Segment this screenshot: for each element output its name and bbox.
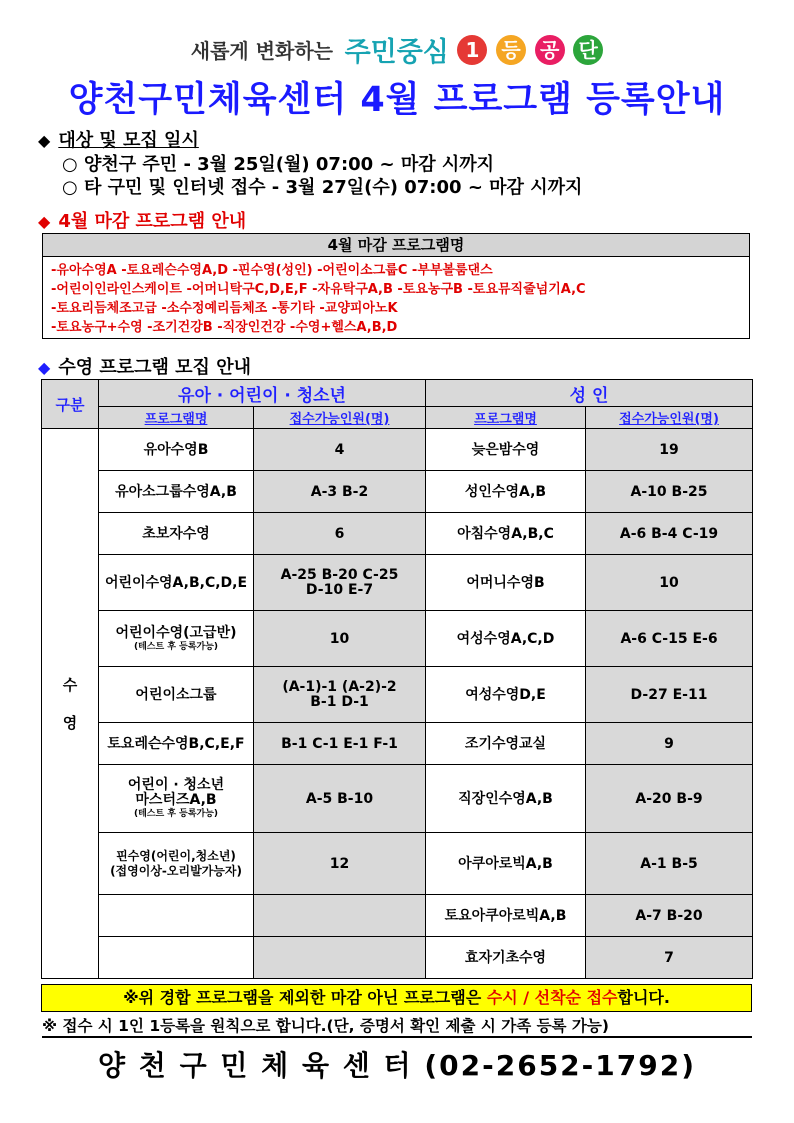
youth-capacity-cell bbox=[254, 937, 426, 979]
youth-program-cell-text: 어린이 · 청소년 마스터즈A,B bbox=[127, 776, 225, 808]
adult-program-cell bbox=[426, 833, 586, 895]
adult-program-cell bbox=[426, 555, 586, 611]
registration-footnote: ※ 접수 시 1인 1등록을 원칙으로 합니다.(단, 증명서 확인 제출 시 가족 등록 가능) bbox=[42, 1016, 752, 1038]
youth-group-header: 유아 · 어린이 · 청소년 bbox=[99, 380, 426, 407]
closed-programs-header: 4월 마감 프로그램명 bbox=[43, 234, 749, 257]
notice-text: ※위 경합 프로그램을 제외한 마감 아닌 프로그램은 bbox=[123, 988, 487, 1007]
closed-programs-list bbox=[43, 257, 749, 341]
youth-capacity-cell-text: 10 bbox=[329, 630, 350, 647]
table-row bbox=[42, 667, 753, 723]
adult-program-cell bbox=[426, 765, 586, 833]
adult-program-cell bbox=[426, 937, 586, 979]
slogan-circle-2: 등 bbox=[496, 35, 526, 65]
adult-capacity-cell bbox=[586, 667, 753, 723]
closed-programs-line: -토요농구+수영 -조기건강B -직장인건강 -수영+헬스A,B,D bbox=[51, 320, 398, 335]
youth-capacity-subheader: 접수가능인원(명) bbox=[254, 407, 426, 429]
adult-capacity-cell-text: 19 bbox=[659, 441, 679, 458]
adult-program-cell-text: 토요아쿠아로빅A,B bbox=[444, 907, 567, 924]
diamond-icon: ◆ bbox=[38, 131, 51, 150]
page-title: 양천구민체육센터 4월 프로그램 등록안내 bbox=[68, 80, 726, 120]
closed-programs-line: -유아수영A -토요레슨수영A,D -핀수영(성인) -어린이소그룹C -부부볼룸댄스 bbox=[51, 263, 493, 278]
slogan-circle-1: 1 bbox=[457, 35, 487, 65]
youth-program-cell bbox=[99, 667, 254, 723]
youth-capacity-cell bbox=[254, 667, 426, 723]
youth-capacity-cell bbox=[254, 429, 426, 471]
youth-capacity-cell bbox=[254, 723, 426, 765]
youth-program-cell bbox=[99, 513, 254, 555]
youth-program-cell-text: 어린이소그룹 bbox=[135, 686, 217, 703]
table-row bbox=[42, 765, 753, 833]
youth-capacity-cell-text: (A-1)-1 (A-2)-2 B-1 D-1 bbox=[282, 678, 397, 710]
adult-capacity-cell bbox=[586, 723, 753, 765]
youth-program-cell-text: 유아수영B bbox=[143, 441, 209, 458]
adult-program-cell-text: 성인수영A,B bbox=[464, 483, 547, 500]
section-recruitment-heading bbox=[38, 126, 199, 152]
adult-program-cell bbox=[426, 471, 586, 513]
youth-capacity-cell-text: A-5 B-10 bbox=[305, 790, 374, 807]
adult-program-cell bbox=[426, 513, 586, 555]
slogan-circle-4: 단 bbox=[573, 35, 603, 65]
diamond-icon: ◆ bbox=[38, 212, 51, 231]
youth-program-cell bbox=[99, 471, 254, 513]
youth-program-cell-text: 유아소그룹수영A,B bbox=[115, 483, 237, 500]
youth-capacity-cell bbox=[254, 471, 426, 513]
adult-group-header: 성 인 bbox=[426, 380, 753, 407]
recruitment-line-2: ○ 타 구민 및 인터넷 접수 - 3월 27일(수) 07:00 ~ 마감 시까지 bbox=[62, 177, 583, 198]
youth-program-cell bbox=[99, 555, 254, 611]
table-row bbox=[42, 611, 753, 667]
adult-program-cell-text: 효자기초수영 bbox=[464, 949, 547, 966]
adult-program-cell bbox=[426, 723, 586, 765]
youth-program-cell bbox=[99, 723, 254, 765]
youth-capacity-cell-text: 12 bbox=[329, 855, 350, 872]
adult-capacity-cell-text: 9 bbox=[664, 735, 674, 752]
notice-text-end: 합니다. bbox=[617, 988, 670, 1007]
slogan bbox=[0, 30, 794, 70]
closed-programs-line: -토요리듬체조고급 -소수정예리듬체조 -통기타 -교양피아노K bbox=[51, 301, 398, 316]
category-column-header: 구분 bbox=[42, 380, 99, 429]
adult-program-cell-text: 어머니수영B bbox=[466, 574, 545, 591]
recruitment-line-1: ○ 양천구 주민 - 3월 25일(월) 07:00 ~ 마감 시까지 bbox=[62, 154, 495, 175]
adult-capacity-cell-text: D-27 E-11 bbox=[630, 686, 708, 703]
adult-capacity-cell bbox=[586, 513, 753, 555]
section-closed-title: 4월 마감 프로그램 안내 bbox=[58, 211, 247, 232]
slogan-prefix: 새롭게 변화하는 bbox=[190, 39, 333, 63]
adult-capacity-cell bbox=[586, 429, 753, 471]
youth-program-cell-text: 핀수영(어린이,청소년) (접영이상-오리발가능자) bbox=[110, 848, 242, 878]
adult-capacity-cell bbox=[586, 937, 753, 979]
youth-program-cell bbox=[99, 611, 254, 667]
youth-capacity-cell-text: A-25 B-20 C-25 D-10 E-7 bbox=[280, 566, 399, 598]
adult-capacity-cell bbox=[586, 833, 753, 895]
table-row bbox=[42, 723, 753, 765]
adult-capacity-cell-text: A-10 B-25 bbox=[630, 483, 708, 500]
adult-program-cell bbox=[426, 667, 586, 723]
youth-program-cell bbox=[99, 429, 254, 471]
adult-program-cell-text: 늦은밤수영 bbox=[471, 441, 540, 458]
closed-programs-box bbox=[42, 233, 750, 339]
adult-capacity-cell-text: A-1 B-5 bbox=[640, 855, 698, 872]
table-row bbox=[42, 937, 753, 979]
youth-program-cell bbox=[99, 937, 254, 979]
slogan-highlight: 주민중심 bbox=[344, 37, 449, 68]
slogan-circle-3: 공 bbox=[535, 35, 565, 65]
section-swim-title: 수영 프로그램 모집 안내 bbox=[58, 357, 251, 378]
adult-program-cell-text: 아쿠아로빅A,B bbox=[458, 855, 553, 872]
youth-program-cell-text: 어린이수영(고급반) bbox=[115, 624, 237, 641]
adult-program-cell-text: 아침수영A,B,C bbox=[457, 525, 554, 542]
table-row bbox=[42, 555, 753, 611]
section-closed-heading bbox=[38, 207, 246, 233]
adult-capacity-cell bbox=[586, 611, 753, 667]
adult-capacity-cell-text: A-6 B-4 C-19 bbox=[619, 525, 719, 542]
table-row bbox=[42, 513, 753, 555]
adult-capacity-cell-text: 10 bbox=[659, 574, 679, 591]
adult-program-cell bbox=[426, 895, 586, 937]
youth-program-note: (테스트 후 등록가능) bbox=[133, 641, 219, 652]
section-recruitment-title: 대상 및 모집 일시 bbox=[58, 130, 199, 151]
center-contact-footer: 양 천 구 민 체 육 센 터 (02-2652-1792) bbox=[97, 1049, 697, 1082]
adult-program-cell bbox=[426, 429, 586, 471]
swim-programs-table bbox=[41, 379, 753, 979]
category-cell-swimming: 수 영 bbox=[42, 429, 99, 979]
youth-capacity-cell-text: 6 bbox=[334, 525, 345, 542]
youth-program-cell bbox=[99, 895, 254, 937]
youth-capacity-cell-text: A-3 B-2 bbox=[310, 483, 369, 500]
youth-program-cell-text: 초보자수영 bbox=[142, 525, 210, 542]
youth-capacity-cell-text: B-1 C-1 E-1 F-1 bbox=[281, 735, 398, 752]
notice-banner bbox=[41, 984, 752, 1012]
youth-program-note: (테스트 후 등록가능) bbox=[133, 808, 219, 819]
youth-capacity-cell bbox=[254, 611, 426, 667]
notice-highlight: 수시 / 선착순 접수 bbox=[486, 988, 618, 1007]
table-row bbox=[42, 471, 753, 513]
adult-capacity-cell-text: 7 bbox=[664, 949, 674, 966]
youth-program-cell-text: 어린이수영A,B,C,D,E bbox=[104, 574, 248, 591]
adult-capacity-cell-text: A-7 B-20 bbox=[635, 907, 703, 924]
adult-program-cell-text: 직장인수영A,B bbox=[458, 790, 553, 807]
closed-programs-line: -어린이인라인스케이트 -어머니탁구C,D,E,F -자유탁구A,B -토요농구B -토요뮤직줄넘기A,C bbox=[51, 282, 586, 297]
adult-program-cell-text: 여성수영D,E bbox=[465, 686, 546, 703]
youth-capacity-cell-text: 4 bbox=[334, 441, 345, 458]
table-row bbox=[42, 895, 753, 937]
adult-program-cell-text: 여성수영A,C,D bbox=[456, 630, 555, 647]
youth-capacity-cell bbox=[254, 555, 426, 611]
adult-capacity-cell bbox=[586, 555, 753, 611]
adult-capacity-cell-text: A-20 B-9 bbox=[635, 790, 703, 807]
adult-capacity-subheader: 접수가능인원(명) bbox=[586, 407, 753, 429]
table-row bbox=[42, 833, 753, 895]
adult-program-subheader: 프로그램명 bbox=[426, 407, 586, 429]
youth-capacity-cell bbox=[254, 513, 426, 555]
youth-program-cell-text: 토요레슨수영B,C,E,F bbox=[107, 735, 245, 752]
youth-program-cell bbox=[99, 765, 254, 833]
youth-capacity-cell bbox=[254, 895, 426, 937]
youth-capacity-cell bbox=[254, 765, 426, 833]
adult-program-cell-text: 조기수영교실 bbox=[464, 735, 547, 752]
adult-capacity-cell bbox=[586, 765, 753, 833]
adult-capacity-cell-text: A-6 C-15 E-6 bbox=[620, 630, 718, 647]
youth-capacity-cell bbox=[254, 833, 426, 895]
section-swim-heading bbox=[38, 353, 251, 379]
youth-program-subheader: 프로그램명 bbox=[99, 407, 254, 429]
diamond-icon: ◆ bbox=[38, 358, 51, 377]
adult-capacity-cell bbox=[586, 471, 753, 513]
youth-program-cell bbox=[99, 833, 254, 895]
adult-program-cell bbox=[426, 611, 586, 667]
table-row bbox=[42, 429, 753, 471]
adult-capacity-cell bbox=[586, 895, 753, 937]
